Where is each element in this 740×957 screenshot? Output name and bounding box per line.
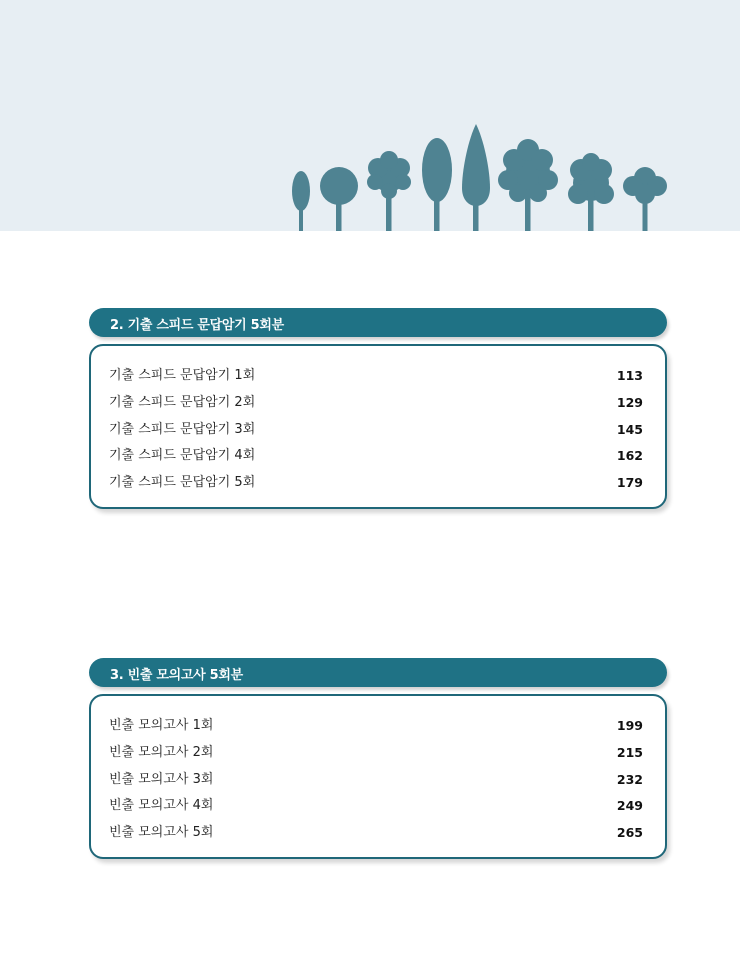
toc-entry-page-number: 249: [616, 798, 643, 814]
toc-entry[interactable]: [109, 417, 643, 444]
tree-icon: [498, 139, 558, 231]
toc-entry-page-number: 129: [616, 394, 643, 410]
toc-entry[interactable]: [109, 740, 643, 767]
toc-entry-page-number: 145: [616, 421, 643, 437]
tree-icon: [320, 167, 358, 231]
toc-entry-page-number: 162: [616, 448, 643, 464]
section-title: 2. 기출 스피드 문답암기 5회분: [110, 318, 284, 333]
tree-icon: [568, 153, 614, 231]
section-header-bar: [89, 658, 667, 687]
toc-entry-title: 기출 스피드 문답암기 5회: [109, 475, 256, 490]
toc-entry-title: 빈출 모의고사 1회: [109, 718, 214, 733]
tree-icon: [367, 151, 411, 231]
section-header-bar: [89, 308, 667, 337]
toc-entry-page-number: 113: [616, 368, 643, 383]
toc-entry[interactable]: [109, 470, 643, 497]
toc-section: [89, 308, 669, 513]
tree-row-illustration: [0, 0, 740, 231]
tree-icon: [292, 171, 310, 231]
toc-entry-page-number: 215: [616, 744, 643, 760]
toc-entry[interactable]: [109, 390, 643, 417]
toc-entry-title: 기출 스피드 문답암기 1회: [109, 368, 256, 383]
toc-entry-title: 빈출 모의고사 5회: [109, 825, 214, 840]
toc-list: [109, 363, 643, 497]
toc-entry[interactable]: [109, 820, 643, 847]
header-illustration-band: [0, 0, 740, 231]
toc-section: [89, 658, 669, 863]
toc-entry-page-number: 199: [616, 718, 643, 733]
toc-entry-title: 빈출 모의고사 2회: [109, 744, 214, 760]
toc-list: [109, 713, 643, 847]
tree-icon: [462, 124, 490, 231]
toc-entry-page-number: 265: [616, 825, 643, 840]
toc-entry[interactable]: [109, 713, 643, 740]
toc-box: [89, 344, 667, 509]
tree-icon: [422, 138, 452, 231]
toc-entry[interactable]: [109, 443, 643, 470]
toc-entry[interactable]: [109, 793, 643, 820]
tree-icon: [623, 167, 667, 231]
toc-entry-page-number: 232: [616, 771, 643, 787]
toc-entry[interactable]: [109, 363, 643, 390]
toc-entry-title: 빈출 모의고사 3회: [109, 771, 214, 787]
toc-entry-title: 기출 스피드 문답암기 3회: [109, 421, 256, 437]
toc-entry[interactable]: [109, 767, 643, 794]
toc-entry-title: 빈출 모의고사 4회: [109, 798, 214, 814]
toc-entry-title: 기출 스피드 문답암기 2회: [109, 394, 256, 410]
toc-entry-title: 기출 스피드 문답암기 4회: [109, 448, 256, 464]
toc-entry-page-number: 179: [616, 475, 643, 490]
section-title: 3. 빈출 모의고사 5회분: [110, 668, 243, 683]
toc-box: [89, 694, 667, 859]
